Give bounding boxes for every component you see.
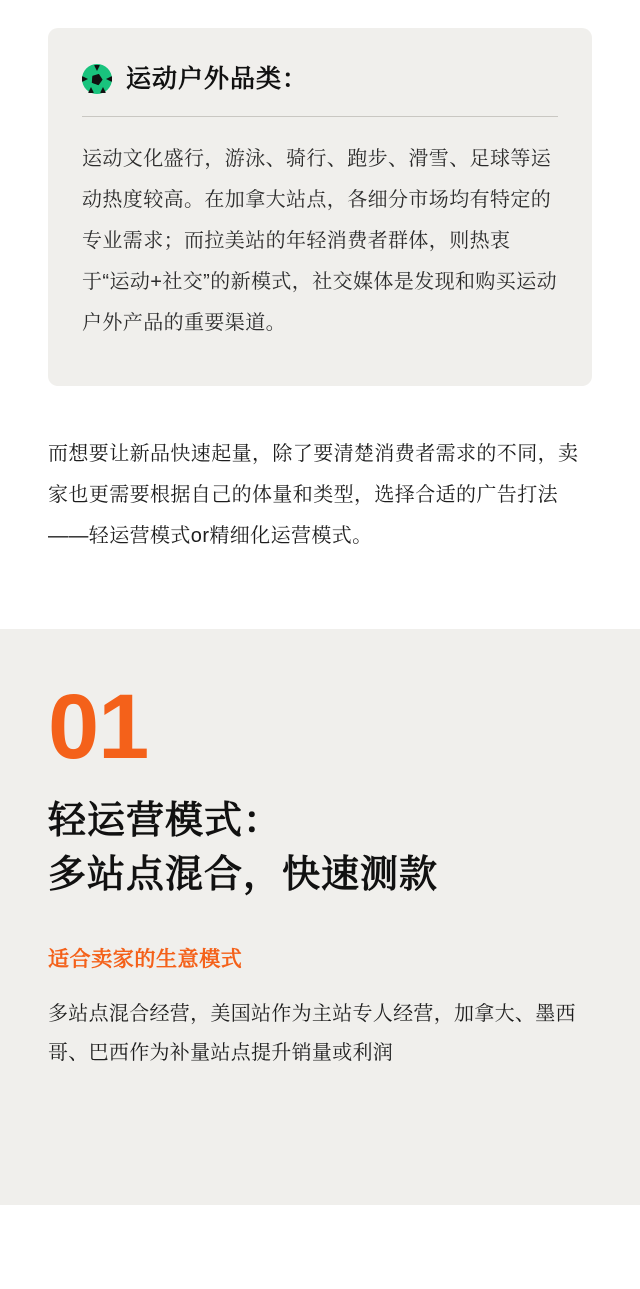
ball-patch bbox=[94, 65, 100, 71]
ball-patch bbox=[106, 76, 112, 82]
category-card-title: 运动户外品类： bbox=[126, 65, 309, 93]
lead-paragraph: 而想要让新品快速起量，除了要清楚消费者需求的不同，卖家也更需要根据自己的体量和类型，选择合适的广告打法——轻运营模式or精细化运营模式。 bbox=[48, 443, 579, 547]
ball-patch bbox=[88, 87, 94, 93]
category-card-header bbox=[82, 64, 558, 94]
chapter-subbody: 多站点混合经营，美国站作为主站专人经营，加拿大、墨西哥、巴西作为补量站点提升销量或利润 bbox=[48, 1002, 576, 1064]
category-card-body: 运动文化盛行，游泳、骑行、跑步、滑雪、足球等运动热度较高。在加拿大站点，各细分市场均有特定的专业需求；而拉美站的年轻消费者群体，则热衷于“运动+社交”的新模式，社交媒体是发现和购买运动户外产品的重要渠道。 bbox=[82, 148, 557, 334]
chapter-subheading: 适合卖家的生意模式 bbox=[48, 947, 243, 971]
ball-patch bbox=[100, 87, 106, 93]
ball-patch bbox=[82, 76, 88, 82]
chapter-heading-line-1: 轻运营模式： bbox=[48, 800, 283, 842]
chapter-heading-line-2: 多站点混合，快速测款 bbox=[48, 853, 439, 896]
chapter-heading bbox=[48, 795, 592, 903]
chapter-section bbox=[0, 629, 640, 1205]
chapter-number: 01 bbox=[48, 676, 149, 778]
card-divider bbox=[82, 116, 558, 117]
article-page bbox=[0, 28, 640, 1289]
category-card bbox=[48, 28, 592, 386]
intro-section bbox=[0, 28, 640, 557]
soccer-ball-icon bbox=[82, 64, 112, 94]
